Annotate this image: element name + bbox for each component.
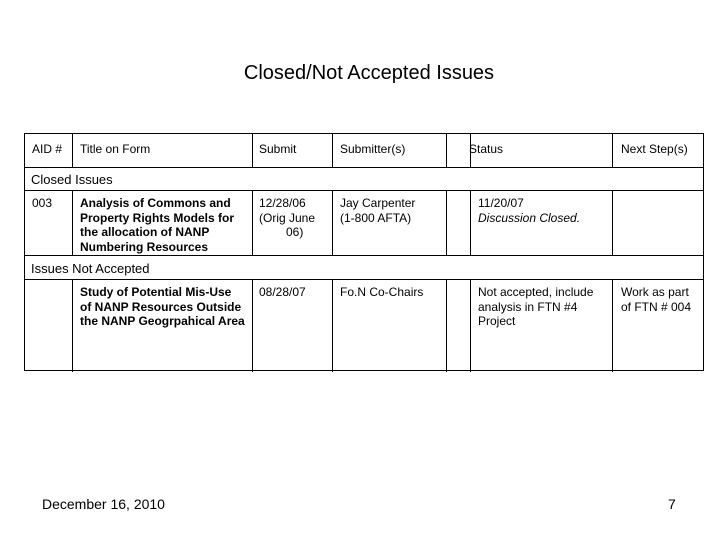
column-divider — [446, 190, 447, 255]
column-divider — [612, 279, 613, 372]
table-row-title: Analysis of Commons and Property Rights Models for the allocation of NANP Numbering Resources — [80, 196, 235, 254]
table-row-submitter: Fo.N Co-Chairs — [340, 285, 424, 299]
header-next-step: Next Step(s) — [621, 142, 688, 156]
column-divider — [446, 134, 447, 167]
column-divider — [612, 134, 613, 167]
section-divider — [25, 190, 703, 191]
table-row-aid: 003 — [32, 196, 53, 210]
column-divider — [446, 279, 447, 372]
column-divider — [470, 279, 471, 372]
table-row-submit: 12/28/06 (Orig June 06) — [259, 196, 316, 239]
table-row-status: 11/20/07 Discussion Closed. — [478, 196, 581, 225]
section-divider — [25, 279, 703, 280]
header-aid: AID # — [32, 142, 63, 156]
column-divider — [332, 190, 333, 255]
header-submit: Submit — [259, 142, 297, 156]
footer-date: December 16, 2010 — [42, 496, 165, 512]
header-submitter: Submitter(s) — [340, 142, 406, 156]
header-status: Status — [469, 142, 504, 156]
column-divider — [332, 134, 333, 167]
table-row-submitter: Jay Carpenter (1-800 AFTA) — [340, 196, 416, 225]
section-label-not-accepted: Issues Not Accepted — [31, 261, 150, 276]
table-row-submit: 08/28/07 — [259, 285, 306, 299]
header-divider — [25, 167, 703, 168]
column-divider — [612, 190, 613, 255]
column-divider — [252, 279, 253, 372]
issues-table — [24, 133, 704, 371]
column-divider — [332, 279, 333, 372]
table-row-title: Study of Potential Mis-Use of NANP Resources Outside the NANP Geogrpahical Area — [80, 285, 245, 328]
column-divider — [72, 134, 73, 167]
column-divider — [72, 190, 73, 255]
column-divider — [72, 279, 73, 372]
table-row-status: Not accepted, include analysis in FTN #4 Project — [478, 285, 594, 328]
column-divider — [470, 190, 471, 255]
column-divider — [252, 190, 253, 255]
section-label-closed: Closed Issues — [31, 172, 113, 187]
header-title: Title on Form — [80, 142, 151, 156]
page-title: Closed/Not Accepted Issues — [243, 62, 495, 84]
table-row-next-step: Work as part of FTN # 004 — [621, 285, 692, 314]
column-divider — [252, 134, 253, 167]
page-number: 7 — [668, 496, 676, 512]
section-divider — [25, 255, 703, 256]
